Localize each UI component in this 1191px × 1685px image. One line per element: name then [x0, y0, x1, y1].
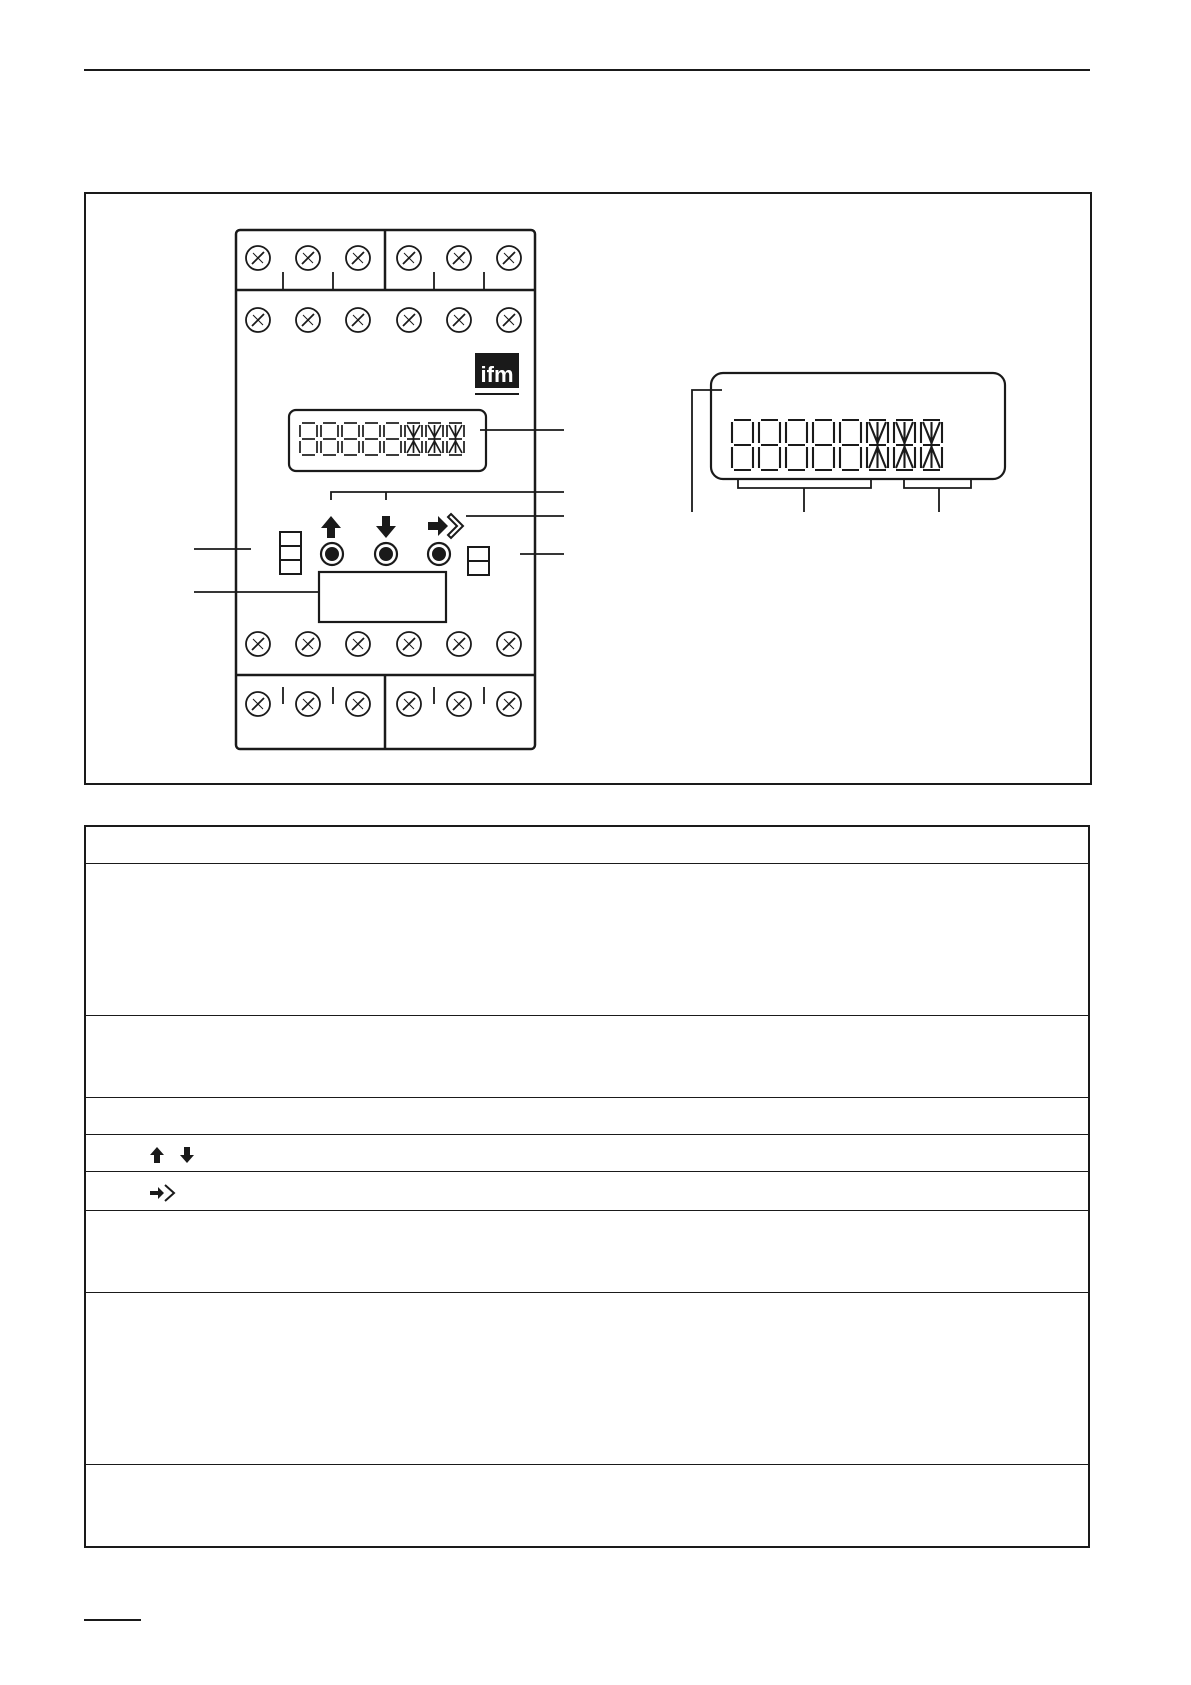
- segment-digit: [894, 420, 915, 470]
- segment-digit: [921, 420, 942, 470]
- footer-rule: [84, 1619, 141, 1621]
- display-detail: [711, 373, 1005, 479]
- segment-digit: [759, 420, 780, 470]
- device-figure: [84, 192, 1092, 785]
- segment-digit: [732, 420, 753, 470]
- legend-row: [86, 1135, 1088, 1172]
- push-buttons: [321, 543, 450, 565]
- device-illustration: [86, 194, 1090, 783]
- legend-row: [86, 1211, 1088, 1293]
- device-display-digits: [300, 423, 464, 455]
- button-arrows: [321, 514, 463, 538]
- enter-arrow-icon: [428, 516, 448, 536]
- up-arrow-icon: [321, 516, 341, 538]
- segment-digit: [867, 420, 888, 470]
- legend-row: [86, 1098, 1088, 1135]
- label-area: [319, 572, 446, 622]
- segment-digit: [342, 423, 359, 455]
- segment-digit: [840, 420, 861, 470]
- terminal-screws: [246, 246, 521, 716]
- segment-digit: [405, 423, 422, 455]
- legend-row: [86, 827, 1088, 864]
- segment-digit: [813, 420, 834, 470]
- svg-text:ifm: ifm: [480, 362, 514, 387]
- ifm-logo-icon: [475, 353, 519, 395]
- down-arrow-icon: [376, 516, 396, 538]
- segment-digit: [426, 423, 443, 455]
- legend-row: [86, 1016, 1088, 1098]
- device-housing: [236, 230, 535, 749]
- header-rule: [84, 69, 1090, 71]
- callout-lines: [194, 430, 564, 592]
- segment-digit: [300, 423, 317, 455]
- segment-digit: [786, 420, 807, 470]
- enter-arrow-icon: [148, 1183, 208, 1208]
- segment-digit: [384, 423, 401, 455]
- segment-digit: [363, 423, 380, 455]
- legend-table: [84, 825, 1090, 1548]
- legend-row: [86, 864, 1088, 1016]
- segment-digit: [321, 423, 338, 455]
- up-arrow-icon-down-arrow-icon: [148, 1145, 208, 1170]
- legend-row: [86, 1465, 1088, 1548]
- segment-digit: [447, 423, 464, 455]
- legend-row: [86, 1293, 1088, 1465]
- display-detail-digits: [732, 420, 942, 470]
- device-display: [289, 410, 486, 471]
- legend-row: [86, 1172, 1088, 1211]
